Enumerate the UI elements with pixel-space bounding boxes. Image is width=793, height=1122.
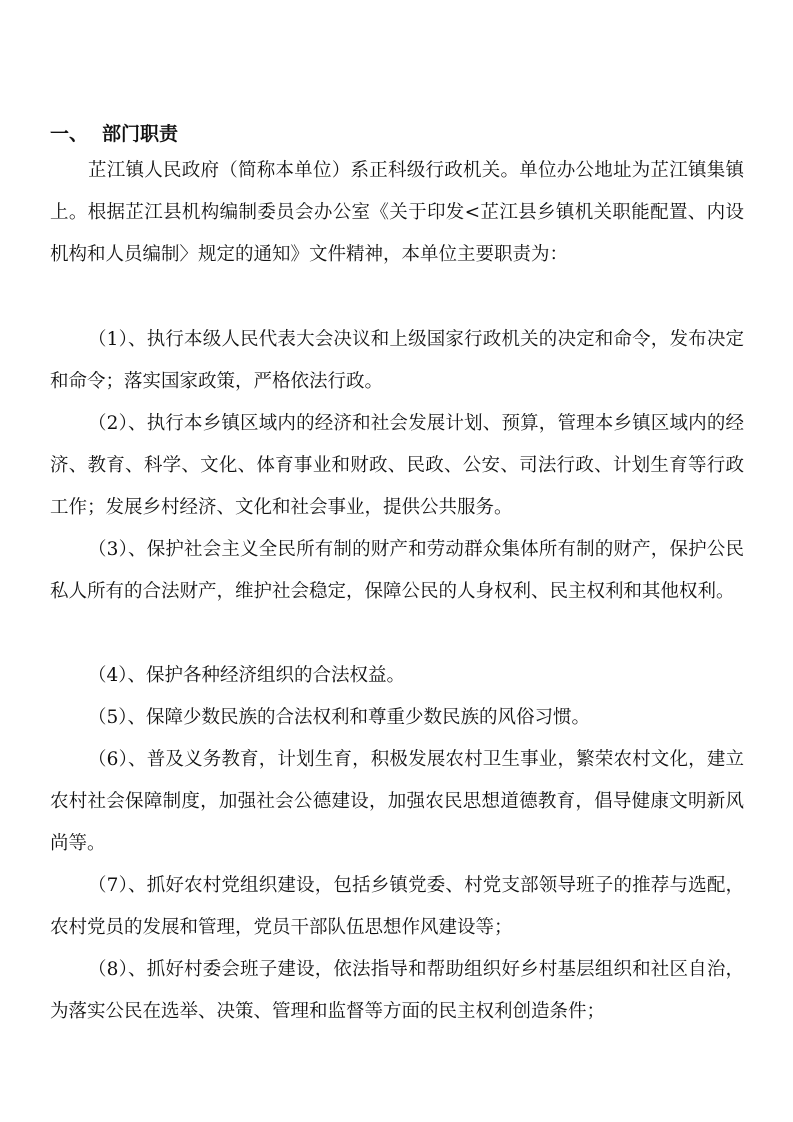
duty-paragraph-5: （5）、保障少数民族的合法权利和尊重少数民族的风俗习惯。 xyxy=(88,707,591,728)
intro-paragraph: 芷江镇人民政府（简称本单位）系正科级行政机关。单位办公地址为芷江镇集镇上。根据芷江县机构编制委员会办公室《关于印发<芷江县乡镇机关职能配置、内设机构和人员编制〉规定的通知》文件精神，本单位主要职责为： xyxy=(50,160,744,265)
section-heading xyxy=(50,120,178,148)
duty-paragraph-8: （8）、抓好村委会班子建设，依法指导和帮助组织好乡村基层组织和社区自治，为落实公民在选举、决策、管理和监督等方面的民主权利创造条件； xyxy=(50,959,744,1022)
duty-paragraph-1: （1）、执行本级人民代表大会决议和上级国家行政机关的决定和命令，发布决定和命令；落实国家政策，严格依法行政。 xyxy=(50,329,744,392)
duty-paragraph-7: （7）、抓好农村党组织建设，包括乡镇党委、村党支部领导班子的推荐与选配，农村党员的发展和管理，党员干部队伍思想作风建设等； xyxy=(50,875,744,938)
duty-paragraph-2: （2）、执行本乡镇区域内的经济和社会发展计划、预算，管理本乡镇区域内的经济、教育、科学、文化、体育事业和财政、民政、公安、司法行政、计划生育等行政工作；发展乡村经济、文化和社会事业，提供公共服务。 xyxy=(50,413,744,518)
section-title: 部门职责 xyxy=(102,123,179,145)
duty-paragraph-3: （3）、保护社会主义全民所有制的财产和劳动群众集体所有制的财产，保护公民私人所有的合法财产，维护社会稳定，保障公民的人身权利、民主权利和其他权利。 xyxy=(50,539,744,602)
duty-paragraph-4: （4）、保护各种经济组织的合法权益。 xyxy=(88,665,406,686)
duty-paragraph-6: （6）、普及义务教育，计划生育，积极发展农村卫生事业，繁荣农村文化，建立农村社会保障制度，加强社会公德建设，加强农民思想道德教育，倡导健康文明新风尚等。 xyxy=(50,749,744,854)
section-number: 一、 xyxy=(50,123,89,145)
